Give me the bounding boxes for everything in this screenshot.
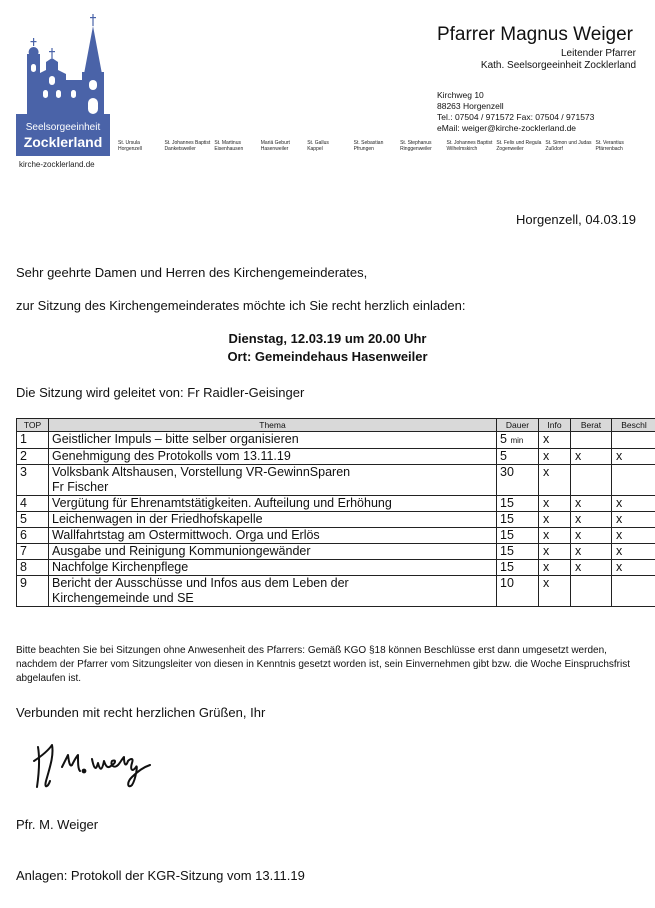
sender-role: Leitender Pfarrer: [560, 48, 636, 59]
col-header-top: TOP: [17, 419, 49, 432]
meeting-date: Dienstag, 12.03.19 um 20.00 Uhr: [228, 331, 427, 346]
parish-logo: [16, 14, 110, 156]
parish-item: Mariä Geburt Hasenweiler: [260, 140, 290, 152]
parish-item: St. Simon und Judas Zußdorf: [545, 140, 592, 152]
intro-text: zur Sitzung des Kirchengemeinderates möchte ich Sie recht herzlich einladen:: [16, 298, 466, 313]
sender-title-block: [414, 48, 636, 72]
address-city: 88263 Horgenzell: [437, 101, 504, 111]
sender-name: Pfarrer Magnus Weiger: [436, 24, 633, 45]
meeting-details: [0, 330, 655, 366]
contact-block: [437, 90, 594, 134]
attachments-line: Anlagen: Protokoll der KGR-Sitzung vom 13.11.19: [16, 868, 305, 883]
parish-item: St. Gallus Kappel: [307, 140, 329, 152]
parish-list: [118, 140, 638, 152]
sender-unit: Kath. Seelsorgeeinheit Zocklerland: [480, 60, 636, 71]
agenda-table: [16, 418, 655, 607]
col-header-discuss: Berat: [571, 419, 612, 432]
parish-item: St. Ursula Horgenzell: [118, 140, 142, 152]
parish-item: St. Felix und Regula Zogenweiler: [496, 140, 542, 152]
closing-line: Verbunden mit recht herzlichen Grüßen, Ihr: [16, 705, 266, 720]
email: eMail: weiger@kirche-zocklerland.de: [437, 123, 577, 133]
table-row: 2 Genehmigung des Protokolls vom 13.11.19 5 x x x: [17, 449, 655, 465]
phone-fax: Tel.: 07504 / 971572 Fax: 07504 / 971573: [437, 112, 595, 122]
signature-image: [32, 737, 162, 797]
parish-item: St. Sebastian Pfrungen: [353, 140, 384, 152]
parish-item: St. Johannes Baptist Wilhelmskirch: [446, 140, 493, 152]
table-row: 1 Geistlicher Impuls – bitte selber organisieren 5 min x: [17, 432, 655, 449]
col-header-info: Info: [539, 419, 571, 432]
table-row: 4 Vergütung für Ehrenamtstätigkeiten. Aufteilung und Erhöhung 15 x x x: [17, 496, 655, 512]
table-row: 8 Nachfolge Kirchenpflege 15 x x x: [17, 560, 655, 576]
logo-line1: Seelsorgeeinheit: [25, 122, 101, 133]
parish-item: St. Stephanus Ringgenweiler: [400, 140, 432, 152]
chair-line: Die Sitzung wird geleitet von: Fr Raidler-Geisinger: [16, 385, 305, 400]
parish-item: St. Verantius Pfärrenbach: [595, 140, 624, 152]
meeting-location: Ort: Gemeindehaus Hasenweiler: [227, 349, 428, 364]
table-row: 6 Wallfahrtstag am Ostermittwoch. Orga und Erlös 15 x x x: [17, 528, 655, 544]
table-header-row: [17, 419, 655, 432]
table-row: 3 Volksbank Altshausen, Vorstellung VR-GewinnSparen Fr Fischer 30 x: [17, 465, 655, 496]
table-row: 7 Ausgabe und Reinigung Kommuniongewänder 15 x x x: [17, 544, 655, 560]
kgo-note: Bitte beachten Sie bei Sitzungen ohne Anwesenheit des Pfarrers: Gemäß KGO §18 können Beschlüsse erst dann umgesetzt werden, nachdem der Pfarrer vom Sitzungsleiter von diesen in Kenntnis gesetzt worden ist, sein Einvernehmen gibt bzw. die Woche Einspruchsfrist abgelaufen ist.: [16, 645, 631, 684]
parish-item: St. Martinus Eisenhausen: [214, 140, 244, 152]
address-street: Kirchweg 10: [437, 90, 484, 100]
parish-item: St. Johannes Baptist Danketsweiler: [164, 140, 211, 152]
salutation: Sehr geehrte Damen und Herren des Kirchengemeinderates,: [16, 265, 368, 280]
col-header-duration: Dauer: [497, 419, 539, 432]
logo-line2: Zocklerland: [23, 134, 103, 150]
website-label: kirche-zocklerland.de: [19, 160, 95, 169]
signer-name: Pfr. M. Weiger: [16, 817, 99, 832]
table-row: 5 Leichenwagen in der Friedhofskapelle 15 x x x: [17, 512, 655, 528]
col-header-decide: Beschl: [612, 419, 655, 432]
col-header-topic: Thema: [49, 419, 497, 432]
letter-date: Horgenzell, 04.03.19: [516, 212, 636, 227]
table-row: 9 Bericht der Ausschüsse und Infos aus dem Leben der Kirchengemeinde und SE 10 x: [17, 576, 655, 607]
